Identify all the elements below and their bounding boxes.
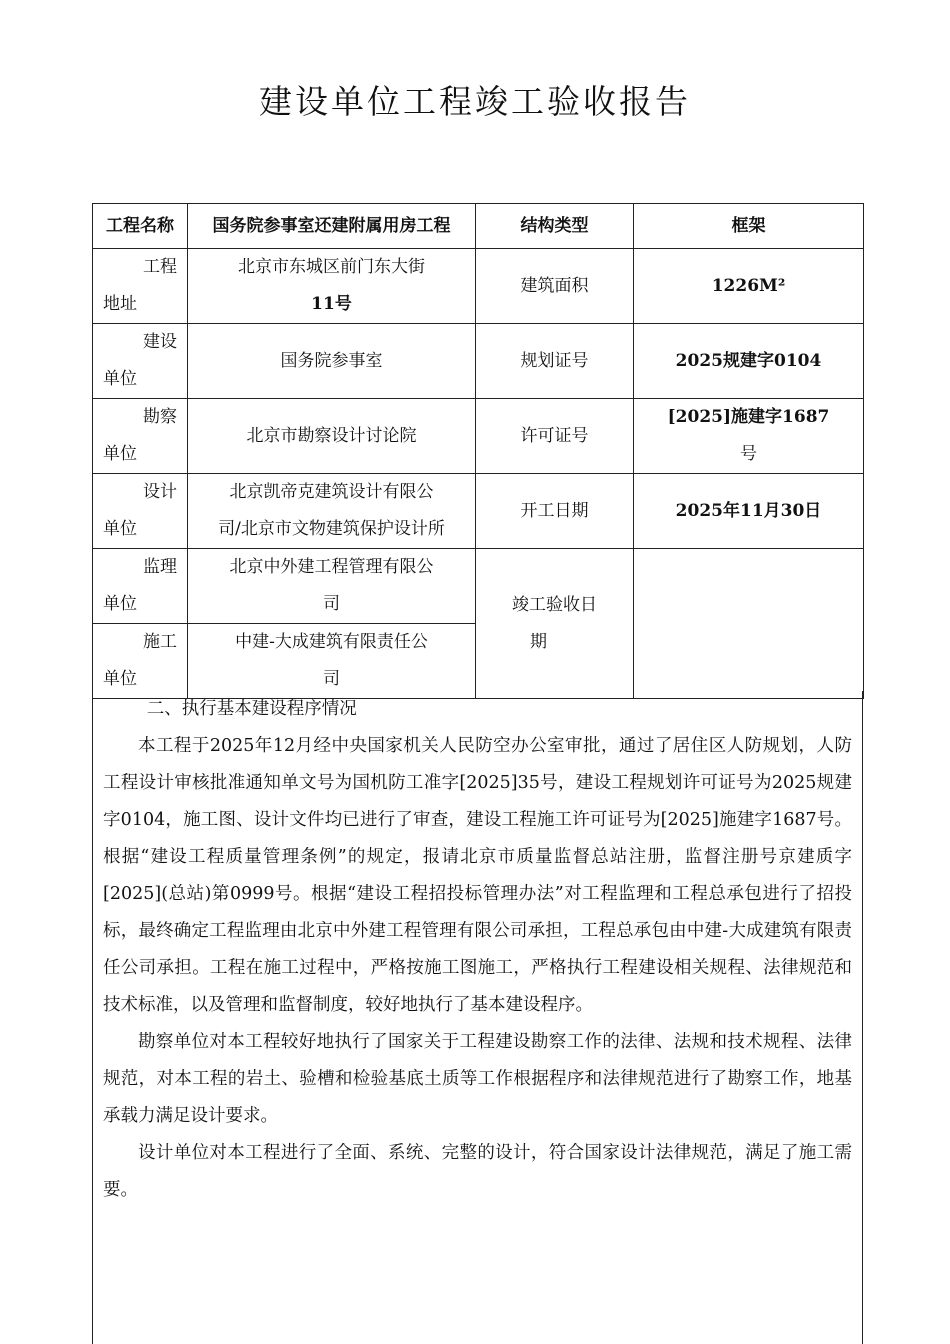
supervision-value: 北京中外建工程管理有限公 司 <box>188 549 476 624</box>
design-value: 北京凯帝克建筑设计有限公 司/北京市文物建筑保护设计所 <box>188 474 476 549</box>
table-row <box>93 249 864 324</box>
permit-value: [2025]施建字1687 号 <box>634 399 864 474</box>
construction-value: 中建-大成建筑有限责任公 司 <box>188 624 476 699</box>
table-header-row <box>93 204 864 249</box>
start-date-label: 开工日期 <box>476 474 634 549</box>
table-row <box>93 324 864 399</box>
permit-label: 许可证号 <box>476 399 634 474</box>
survey-label: 勘察 单位 <box>93 399 188 474</box>
table-row <box>93 549 864 624</box>
table-row <box>93 399 864 474</box>
area-value: 1226M² <box>634 249 864 324</box>
address-label: 工程 地址 <box>93 249 188 324</box>
section-title: 二、执行基本建设程序情况 <box>146 699 357 719</box>
project-info-table <box>92 203 864 699</box>
planning-label: 规划证号 <box>476 324 634 399</box>
project-name-label: 工程名称 <box>93 204 188 249</box>
start-date-value: 2025年11月30日 <box>634 474 864 549</box>
project-name-value: 国务院参事室还建附属用房工程 <box>188 204 476 249</box>
completion-date-label: 竣工验收日 期 <box>476 549 634 699</box>
supervision-label: 监理 单位 <box>93 549 188 624</box>
address-value: 北京市东城区前门东大街 11号 <box>188 249 476 324</box>
paragraph-design: 设计单位对本工程进行了全面、系统、完整的设计，符合国家设计法律规范，满足了施工需要。 <box>103 1143 852 1200</box>
structure-type-label: 结构类型 <box>476 204 634 249</box>
area-label: 建筑面积 <box>476 249 634 324</box>
procedure-section <box>92 691 863 1344</box>
report-title: 建设单位工程竣工验收报告 <box>259 82 691 121</box>
survey-value: 北京市勘察设计讨论院 <box>188 399 476 474</box>
planning-value: 2025规建字0104 <box>634 324 864 399</box>
design-label: 设计 单位 <box>93 474 188 549</box>
builder-value: 国务院参事室 <box>188 324 476 399</box>
paragraph-survey: 勘察单位对本工程较好地执行了国家关于工程建设勘察工作的法律、法规和技术规程、法律规范，对本工程的岩土、验槽和检验基底土质等工作根据程序和法律规范进行了勘察工作，地基承载力满足设计要求。 <box>103 1032 852 1126</box>
completion-date-value <box>634 549 864 699</box>
construction-label: 施工 单位 <box>93 624 188 699</box>
structure-type-value: 框架 <box>634 204 864 249</box>
paragraph-procedure: 本工程于2025年12月经中央国家机关人民防空办公室审批，通过了居住区人防规划，人防工程设计审核批准通知单文号为国机防工准字[2025]35号，建设工程规划许可证号为2025规建字0104，施工图、设计文件均已进行了审查，建设工程施工许可证号为[2025]施建字1687号。根据“建设工程质量管理条例”的规定，报请北京市质量监督总站注册，监督注册号京建质字[2025](总站)第0999号。根据“建设工程招投标管理办法”对工程监理和工程总承包进行了招投标，最终确定工程监理由北京中外建工程管理有限公司承担，工程总承包由中建-大成建筑有限责任公司承担。工程在施工过程中，严格按施工图施工，严格执行工程建设相关规程、法律规范和技术标准，以及管理和监督制度，较好地执行了基本建设程序。 <box>103 736 852 1015</box>
table-row <box>93 474 864 549</box>
builder-label: 建设 单位 <box>93 324 188 399</box>
